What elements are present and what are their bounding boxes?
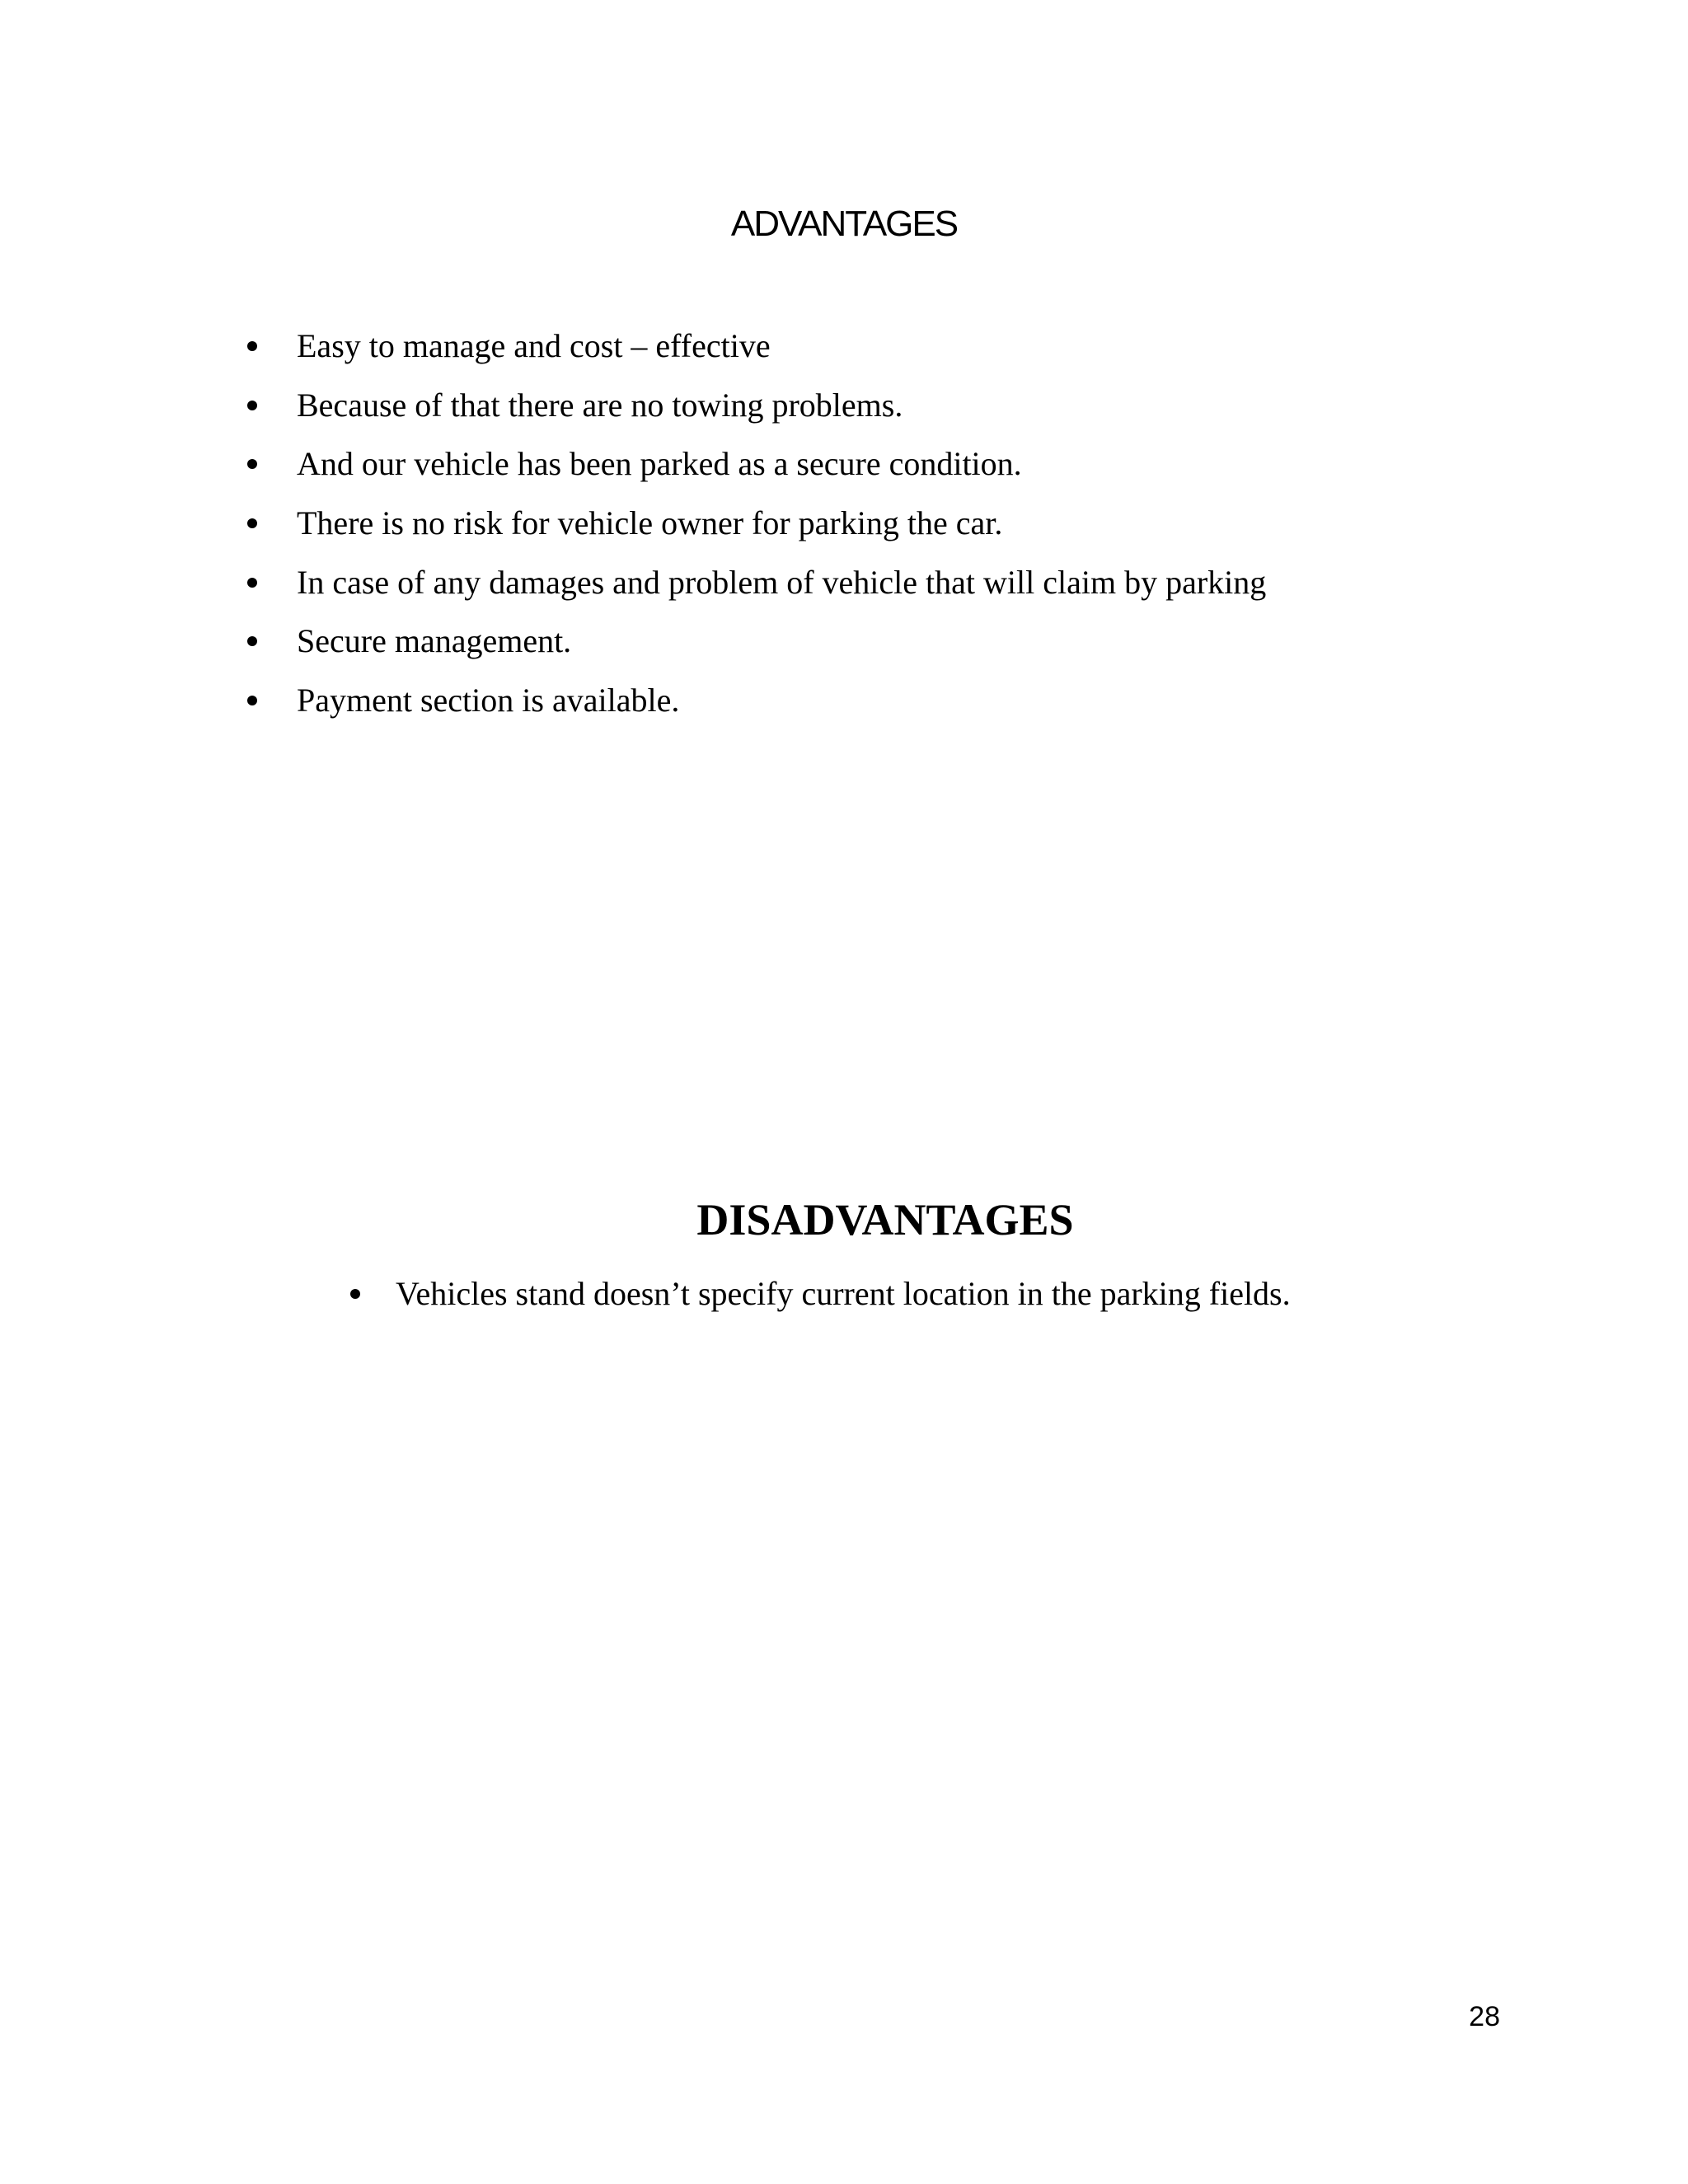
bullet-icon xyxy=(247,401,257,410)
list-item-text: Easy to manage and cost – effective xyxy=(297,327,771,364)
bullet-icon xyxy=(247,341,257,351)
list-item-text: Because of that there are no towing problems. xyxy=(297,387,903,424)
list-item xyxy=(0,381,1484,430)
bullet-icon xyxy=(247,578,257,588)
bullet-icon xyxy=(350,1289,360,1299)
list-item xyxy=(0,321,1484,371)
list-item-text: Secure management. xyxy=(297,622,572,659)
list-item xyxy=(0,558,1484,607)
disadvantages-heading: DISADVANTAGES xyxy=(696,1195,1074,1244)
list-item xyxy=(0,616,1484,666)
page-number: 28 xyxy=(1469,2001,1500,2032)
bullet-icon xyxy=(247,459,257,469)
list-item-text: Vehicles stand doesn’t specify current location in the parking fields. xyxy=(396,1275,1291,1312)
list-item-text: Payment section is available. xyxy=(297,682,680,719)
bullet-icon xyxy=(247,696,257,705)
bullet-icon xyxy=(247,636,257,646)
list-item xyxy=(0,439,1484,489)
list-item-text: In case of any damages and problem of vehicle that will claim by parking xyxy=(297,564,1267,601)
list-item xyxy=(0,1269,1484,1319)
list-item-text: And our vehicle has been parked as a secure condition. xyxy=(297,445,1022,482)
bullet-icon xyxy=(247,518,257,528)
list-item xyxy=(0,499,1484,548)
list-item-text: There is no risk for vehicle owner for parking the car. xyxy=(297,504,1003,541)
list-item xyxy=(0,676,1484,725)
advantages-heading: ADVANTAGES xyxy=(730,204,958,244)
